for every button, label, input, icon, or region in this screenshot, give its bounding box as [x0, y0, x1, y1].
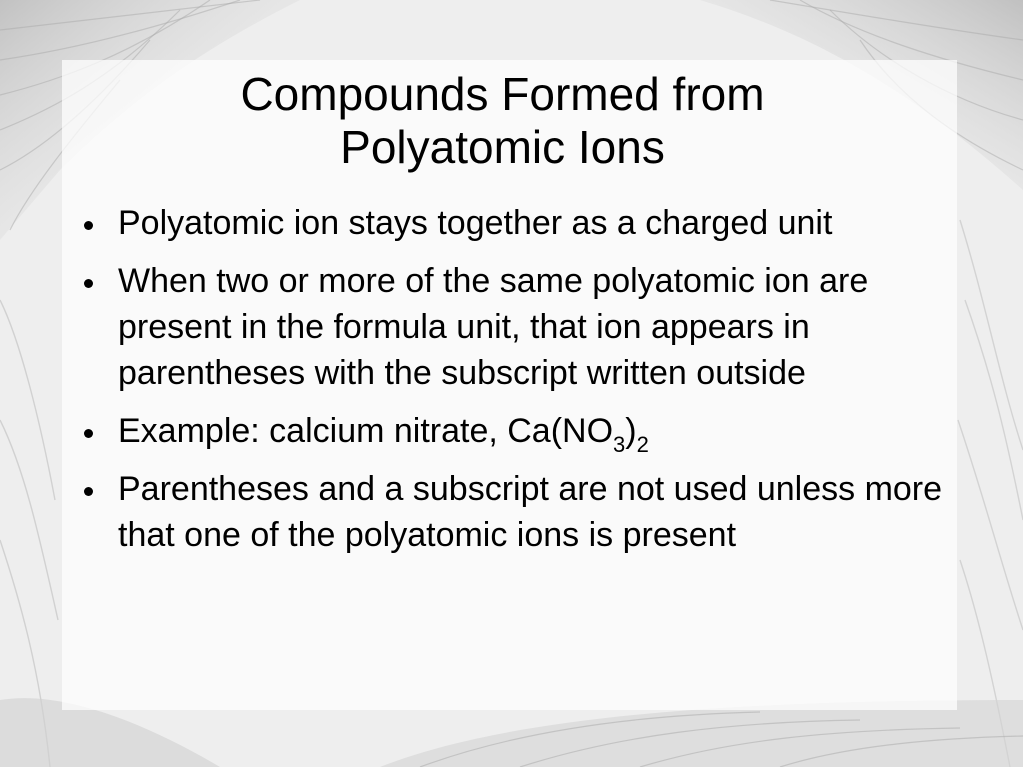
bullet-dot-icon — [84, 487, 93, 496]
bullet-text: Parentheses and a subscript are not used unless more that one of the polyatomic ions is present — [118, 470, 943, 554]
slide-title — [0, 68, 1005, 174]
bullet-list — [82, 200, 962, 570]
bullet-dot-icon — [84, 221, 93, 230]
bullet-item — [82, 466, 962, 558]
formula-subscript-outer: 2 — [636, 432, 649, 457]
formula-subscript-inner: 3 — [613, 432, 626, 457]
bullet-text: When two or more of the same polyatomic ion are present in the formula unit, that ion appears in parentheses with the subscript written outside — [118, 262, 869, 392]
formula-prefix: Example: calcium nitrate, Ca(NO — [118, 412, 614, 450]
slide-title-line-1: Compounds Formed from — [240, 68, 765, 120]
bullet-text — [118, 412, 649, 457]
formula-close-paren: ) — [625, 412, 637, 450]
bullet-item — [82, 408, 962, 457]
bullet-dot-icon — [84, 279, 93, 288]
bullet-item — [82, 258, 962, 396]
bullet-text: Polyatomic ion stays together as a charged unit — [118, 204, 833, 242]
bullet-dot-icon — [84, 429, 93, 438]
slide-title-line-2: Polyatomic Ions — [340, 121, 665, 173]
bullet-item — [82, 200, 962, 246]
